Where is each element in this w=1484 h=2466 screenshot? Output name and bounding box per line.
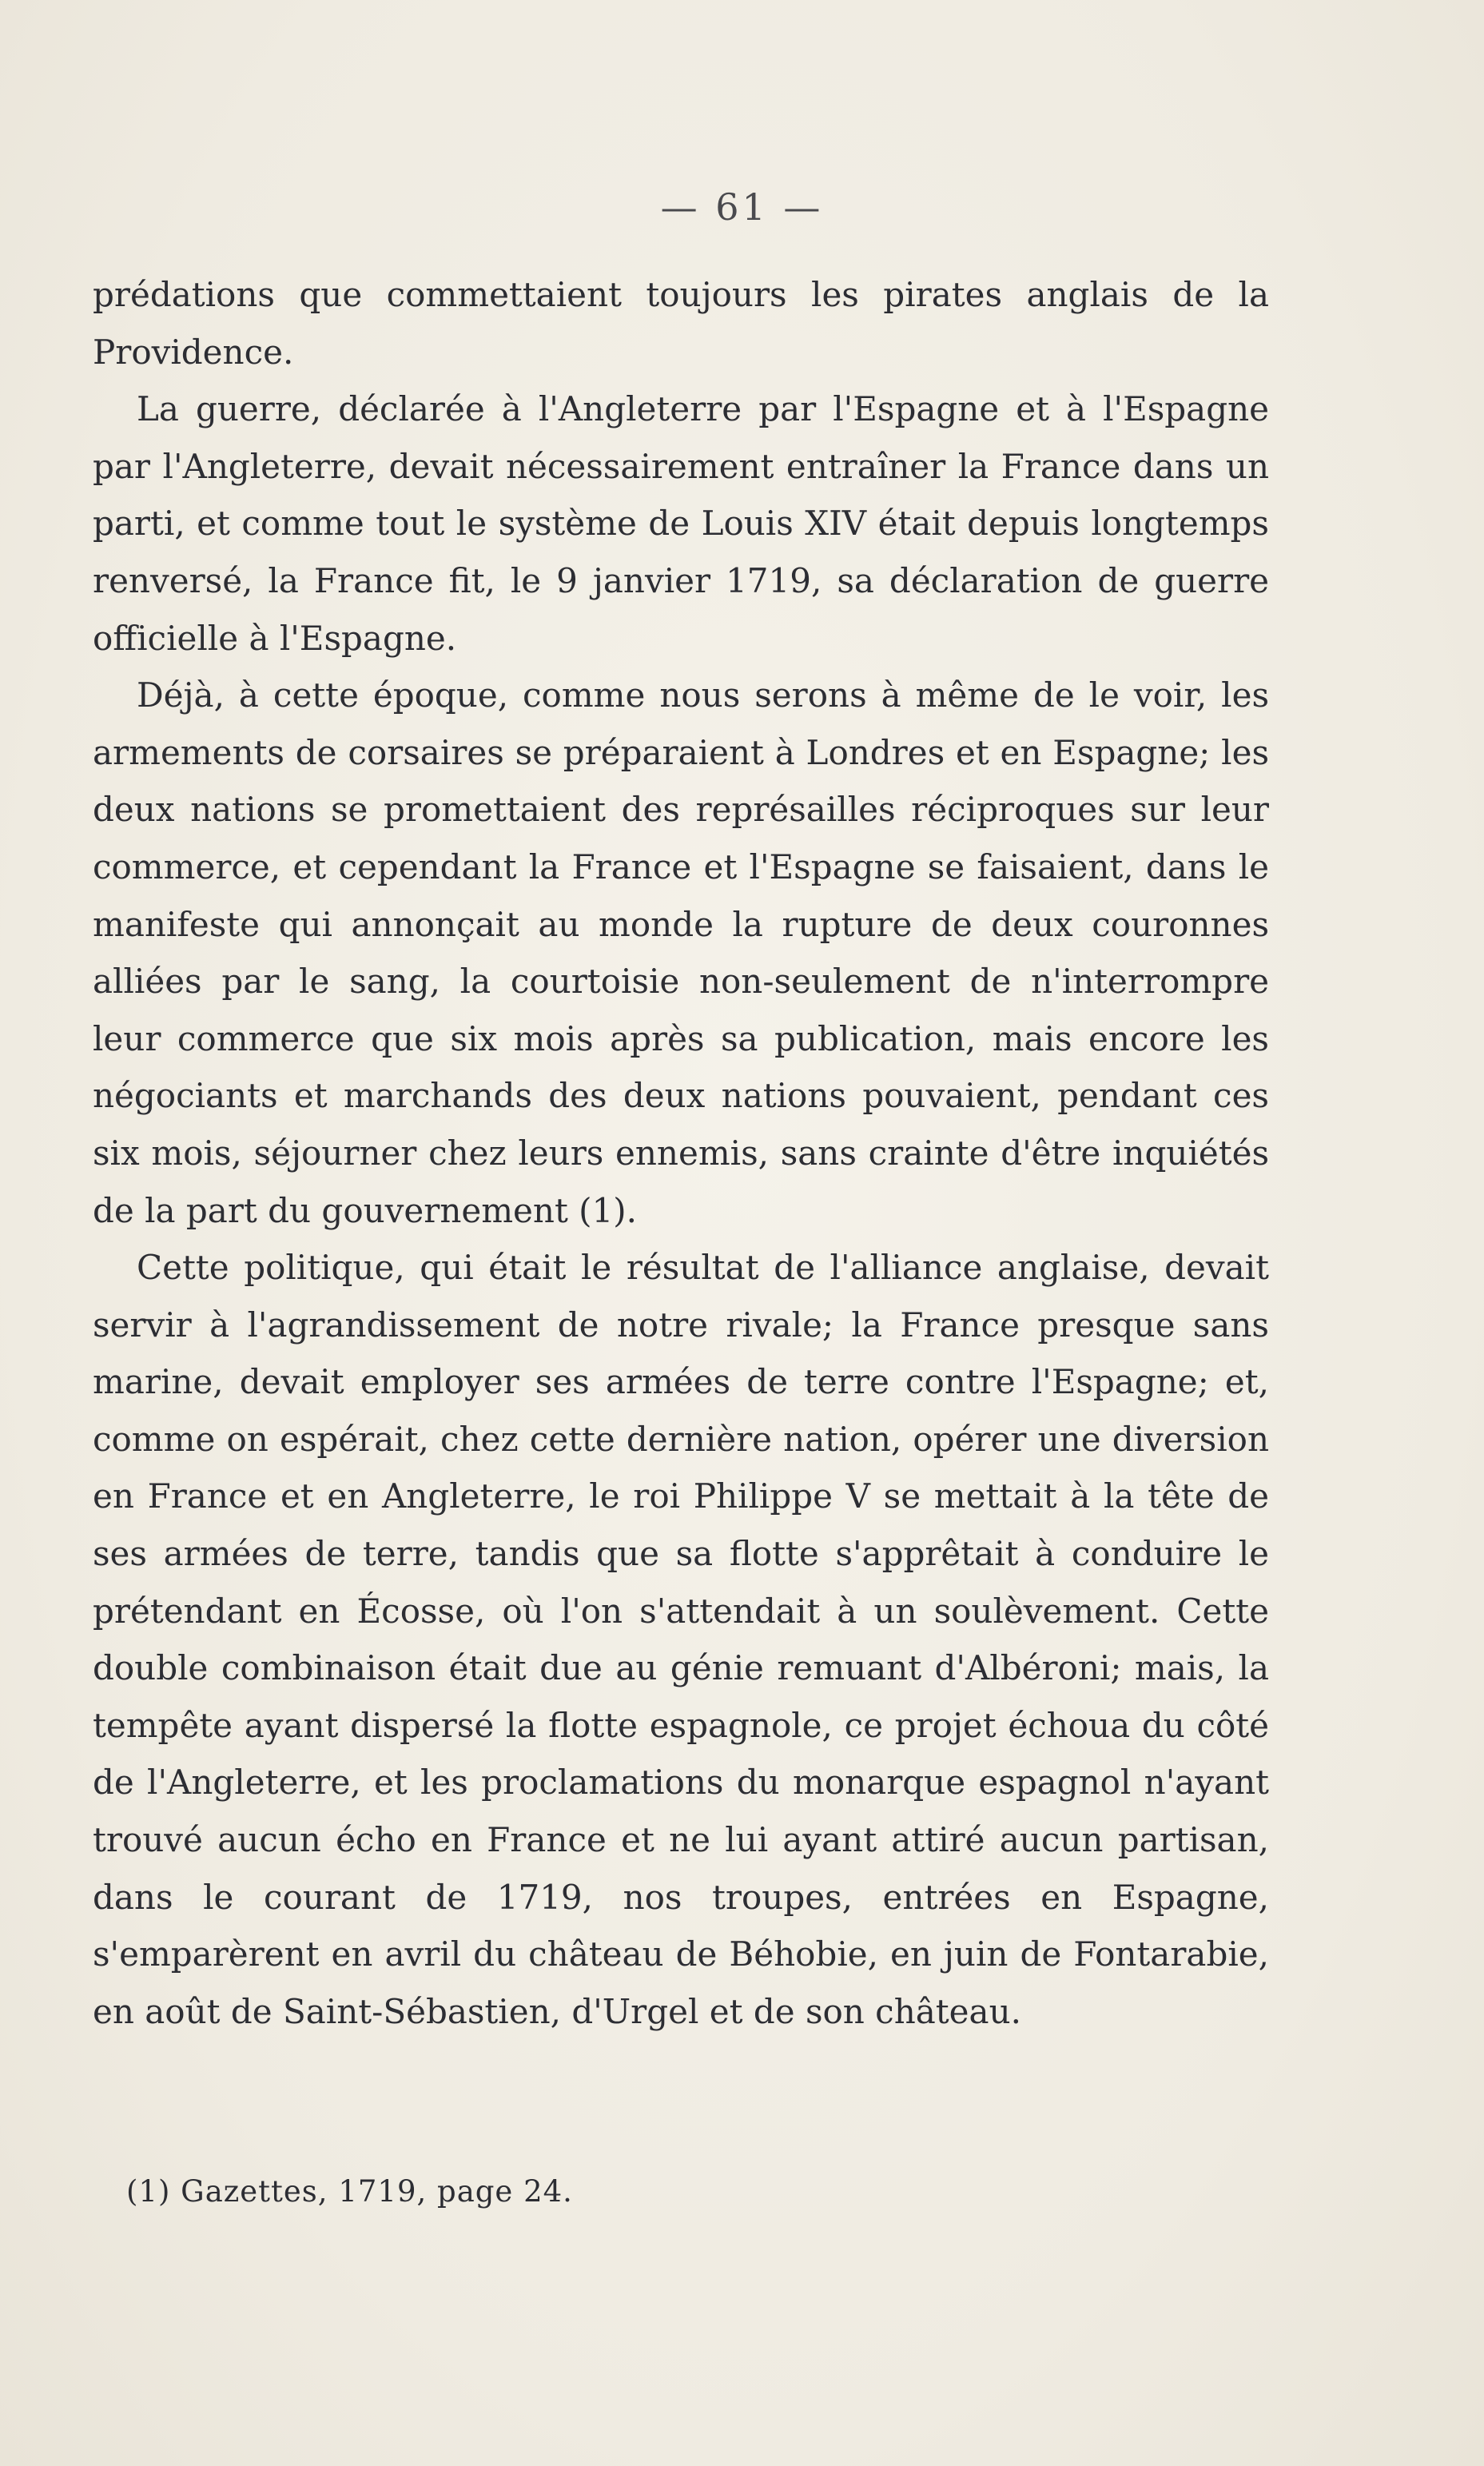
paragraph-corsairs: Déjà, à cette époque, comme nous serons à même de le voir, les armements de corsaires se préparaient à Londres et en Espagne; les deux nations se promettaient des représailles réciproques sur leur commerce, et cependant la France et l'Espagne se faisaient, dans le manifeste qui annonçait au monde la rupture de deux couronnes alliées par le sang, la courtoisie non-seulement de n'interrompre leur commerce que six mois après sa publication, mais encore les négociants et marchands des deux nations pouvaient, pendant ces six mois, séjourner chez leurs ennemis, sans crainte d'être inquiétés de la part du gouvernement (1). <box>93 675 1269 1230</box>
page-number: — 61 — <box>660 185 824 229</box>
paragraph-war-declaration: La guerre, déclarée à l'Angleterre par l'Espagne et à l'Espagne par l'Angleterre, devait nécessairement entraîner la France dans un parti, et comme tout le système de Louis XIV était depuis longtemps renversé, la France fit, le 9 janvier 1719, sa déclaration de guerre officielle à l'Espagne. <box>93 389 1269 658</box>
body-text <box>93 266 1269 2040</box>
paragraph-continuation: prédations que commettaient toujours les pirates anglais de la Providence. <box>93 275 1269 372</box>
footnote: (1) Gazettes, 1719, page 24. <box>126 2174 573 2209</box>
paragraph-policy: Cette politique, qui était le résultat de l'alliance anglaise, devait servir à l'agrandissement de notre rivale; la France presque sans marine, devait employer ses armées de terre contre l'Espagne; et, comme on espérait, chez cette dernière nation, opérer une diversion en France et en Angleterre, le roi Philippe V se mettait à la tête de ses armées de terre, tandis que sa flotte s'apprêtait à conduire le prétendant en Écosse, où l'on s'attendait à un soulèvement. Cette double combinaison était due au génie remuant d'Albéroni; mais, la tempête ayant dispersé la flotte espagnole, ce projet échoua du côté de l'Angleterre, et les proclamations du monarque espagnol n'ayant trouvé aucun écho en France et ne lui ayant attiré aucun partisan, dans le courant de 1719, nos troupes, entrées en Espagne, s'emparèrent en avril du château de Béhobie, en juin de Fontarabie, en août de Saint-Sébastien, d'Urgel et de son château. <box>93 1248 1269 2031</box>
